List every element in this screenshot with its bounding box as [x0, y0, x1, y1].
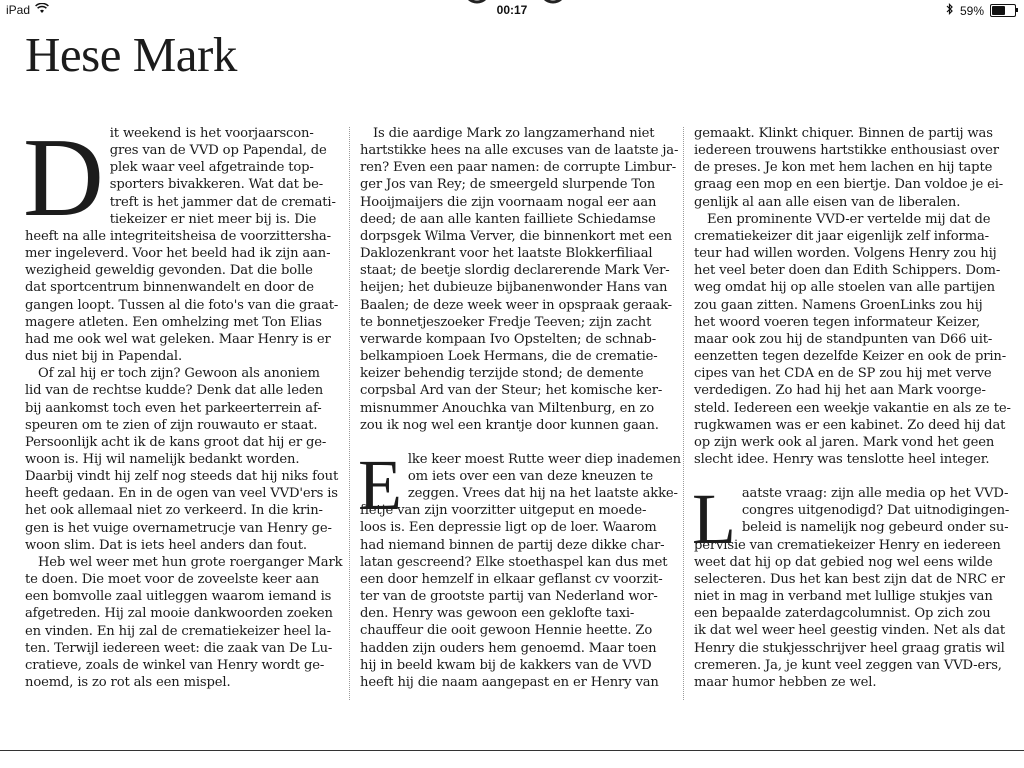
- bluetooth-icon: [946, 3, 954, 18]
- text-line: Persoonlijk acht ik de kans groot dat hij er ge-: [25, 434, 327, 450]
- text-line: te bonnetjeszoeker Fredje Teeven; zijn zacht: [360, 314, 652, 330]
- text-line: verdedigen. Zo had hij het aan Mark voorge-: [694, 383, 986, 399]
- text-line: hartstikke hees na alle excuses van de laatste ja-: [360, 143, 679, 159]
- text-line: gres van de VVD op Papendal, de: [109, 143, 327, 159]
- text-line: heeft hij die naam aangepast en er Henry van: [360, 674, 659, 690]
- paragraph-lines: [25, 554, 343, 691]
- text-line: deed; de aan alle kanten failliete Schiedamse: [360, 211, 656, 227]
- text-line: mer ingeleverd. Voor het beeld had ik zijn aan-: [25, 246, 331, 262]
- text-line: ger Jos van Rey; de smeergeld slurpende Ton: [360, 177, 656, 193]
- text-line: teur had willen worden. Volgens Henry zou hij: [694, 246, 997, 262]
- text-line: sporters bivakkeren. Wat dat be-: [109, 177, 323, 193]
- text-line: op zijn werk ook al jaren. Mark vond het geen: [694, 434, 995, 450]
- text-line: Heb wel weer met hun grote roerganger Mark: [25, 554, 343, 570]
- text-line: de preses. Je kon met hem lachen en hij tapte: [694, 160, 993, 176]
- paragraph-lines: [694, 125, 1012, 211]
- text-line: gangen loopt. Tussen al die foto's van die graat-: [25, 297, 339, 313]
- column-divider: [349, 127, 350, 700]
- camera-ornament-icon: [455, 0, 575, 6]
- text-line: dorpsgek Wilma Verver, die binnenkort met een: [360, 228, 672, 244]
- text-line: heeft na alle integriteitsheisa de voorzittersha-: [25, 228, 331, 244]
- text-line: woon is. Hij wil namelijk bedankt worden.: [25, 451, 300, 467]
- text-line: crematiekeizer dit jaar eigenlijk zelf informa-: [694, 228, 989, 244]
- column-divider: [683, 127, 684, 700]
- text-line: plek waar veel afgetrainde top-: [109, 160, 314, 176]
- text-line: heijen; het dubieuze bijbanenwonder Hans van: [360, 280, 668, 296]
- text-line: te doen. Die moet voor de zoveelste keer aan: [25, 572, 320, 588]
- drop-cap: E: [358, 444, 402, 525]
- text-line: gen is het vuige overnametrucje van Henry ge-: [25, 520, 332, 536]
- text-line: Is die aardige Mark zo langzamerhand niet: [360, 126, 655, 141]
- text-line: om iets over een van deze kneuzen te: [407, 468, 653, 484]
- text-line: maar ook zou hij de standpunten van D66 uit-: [694, 331, 993, 347]
- text-line: belkampioen Loek Hermans, die de crematie-: [360, 349, 658, 365]
- text-line: pervisie van crematiekeizer Henry en iedereen: [694, 537, 1001, 553]
- text-line: weet dat hij op dat gebied nog wel eens wilde: [694, 554, 993, 570]
- clock: 00:17: [496, 3, 528, 17]
- text-line: ten. Terwijl iedereen weet: die zaak van De Lu-: [25, 640, 333, 656]
- text-line: loos is. Een depressie ligt op de loer. Waarom: [360, 520, 657, 536]
- text-line: congres uitgenodigd? Dat uitnodigingen-: [741, 503, 1010, 519]
- text-line: noemd, is zo rot als een mispel.: [25, 675, 231, 690]
- text-line: dat sportcentrum binnenwandelt en door de: [25, 280, 314, 296]
- paragraph-lines: [360, 502, 675, 691]
- article-column-2: [358, 125, 681, 691]
- status-right: [946, 3, 1016, 18]
- paragraph-lines: [360, 125, 679, 434]
- text-line: ter van de grootste partij van Nederland wor-: [360, 589, 658, 605]
- text-line: graag een mop en een biertje. Dan voldoe je ei-: [694, 177, 1004, 193]
- drop-cap: D: [23, 116, 104, 240]
- battery-level: [992, 6, 1005, 15]
- text-line: cipes van het CDA en de SP zou hij met verve: [694, 366, 992, 382]
- text-line: hadden zijn ouders hem genoemd. Maar toen: [360, 640, 657, 656]
- text-line: iedereen trouwens hartstikke enthousiast over: [694, 143, 999, 159]
- text-line: cratieve, zoals de winkel van Henry wordt ge-: [25, 657, 325, 673]
- text-line: genlijk al aan alle eisen van de liberalen.: [694, 194, 961, 210]
- text-line: Daarbij vindt hij zelf nog steeds dat hij niks fout: [25, 469, 339, 485]
- text-line: eenzetten tegen dezelfde Keizer en ook de prin-: [694, 349, 1006, 365]
- text-line: het ook allemaal niet zo verkeerd. In die krin-: [25, 503, 323, 519]
- text-line: latan gescreend? Elke stoethaspel kan dus met: [360, 554, 668, 570]
- text-line: had me ook wel wat geleken. Maar Henry is er: [25, 331, 331, 347]
- text-line: woon slim. Dat is iets heel anders dan fout.: [25, 537, 307, 553]
- paragraph-lines: [694, 211, 1012, 468]
- text-line: beleid is namelijk nog gebeurd onder su-: [741, 520, 1009, 536]
- device-name: iPad: [6, 3, 31, 17]
- text-line: Baalen; de deze week weer in opspraak geraak-: [360, 297, 672, 313]
- text-line: afgetreden. Hij zal mooie dankwoorden zoeken: [25, 606, 333, 622]
- text-line: dus niet bij in Papendal.: [25, 349, 183, 365]
- text-line: lke keer moest Rutte weer diep inademen: [407, 451, 681, 467]
- text-line: maar humor hebben ze wel.: [694, 674, 877, 690]
- text-line: rugkwamen was er een kabinet. Zo deed hij dat: [694, 417, 1006, 433]
- text-line: het veel beter doen dan Edith Schippers. Dom-: [694, 263, 1001, 279]
- article-column-3: [694, 125, 1012, 691]
- paragraph-lines: [694, 537, 1012, 691]
- text-line: en vinden. En hij zal de crematiekeizer heel la-: [25, 623, 331, 639]
- text-line: steld. Iedereen een weekje vakantie en als ze te-: [694, 400, 1011, 416]
- text-line: tiekeizer er niet meer bij is. Die: [109, 211, 317, 227]
- article-column-1: [23, 116, 343, 691]
- paragraph-lines: [25, 228, 340, 365]
- text-line: een door hemzelf in elkaar geflanst cv voorzit-: [360, 571, 663, 587]
- text-line: zeggen. Vrees dat hij na het laatste akke-: [407, 486, 678, 502]
- text-line: weg omdat hij op alle stoelen van alle partijen: [694, 280, 995, 296]
- battery-percentage: 59%: [959, 3, 984, 18]
- paragraph-lines: [25, 365, 340, 554]
- text-line: een bepaalde zaterdagcolumnist. Op zich zou: [694, 606, 991, 622]
- text-line: gemaakt. Klinkt chiquer. Binnen de partij was: [694, 126, 993, 141]
- text-line: verwarde kompaan Ivo Opstelten; de schnab-: [360, 331, 657, 347]
- text-line: bij aankomst toch even het parkeerterrein af-: [25, 400, 322, 416]
- text-line: speuren om te zien of zijn rouwauto er staat.: [25, 417, 318, 433]
- text-line: treft is het jammer dat de cremati-: [109, 194, 336, 210]
- text-line: zou gaan zitten. Namens GroenLinks zou hij: [694, 297, 983, 313]
- text-line: it weekend is het voorjaarscon-: [109, 126, 314, 141]
- text-line: heeft gedaan. En in de ogen van veel VVD'ers is: [25, 486, 338, 502]
- text-line: Henry die stukjesschrijver heel graag gratis wil: [694, 640, 1005, 656]
- text-line: hij in beeld kwam bij de kakkers van de VVD: [360, 657, 652, 673]
- battery-icon: [990, 4, 1016, 17]
- text-line: Daklozenkrant voor het laatste Blokkerfiliaal: [360, 246, 653, 262]
- text-line: het woord voeren tegen informateur Keizer,: [694, 314, 981, 330]
- text-line: slecht idee. Henry was tenslotte heel integer.: [694, 451, 990, 467]
- text-line: ik dat wel weer heel geestig vinden. Net als dat: [694, 623, 1005, 639]
- text-line: zou ik nog wel een krantje door kunnen gaan.: [360, 417, 659, 433]
- text-line: selecteren. Dus het kan best zijn dat de NRC er: [694, 571, 1005, 587]
- text-line: Hooijmaijers die zijn voornaam nogal eer aan: [360, 194, 657, 210]
- text-line: lid van de rechtse kudde? Denk dat alle leden: [25, 383, 324, 399]
- text-line: Of zal hij er toch zijn? Gewoon als anoniem: [25, 366, 320, 382]
- text-line: wezigheid geweldig gevonden. Dat die bolle: [25, 263, 313, 279]
- article-title: Hese Mark: [25, 27, 237, 82]
- text-line: fietje van zijn voorzitter uitgeput en moede-: [360, 503, 647, 519]
- text-line: misnummer Anouchka van Miltenburg, en zo: [360, 400, 655, 416]
- text-line: corpsbal Ard van der Steur; het komische ker-: [360, 383, 663, 399]
- text-line: magere atleten. Een omhelzing met Ton Elias: [25, 314, 322, 330]
- text-line: aatste vraag: zijn alle media op het VVD-: [741, 486, 1009, 502]
- text-line: den. Henry was gewoon een geklofte taxi-: [360, 606, 635, 622]
- text-line: had niemand binnen de partij deze dikke char-: [360, 537, 665, 553]
- text-line: een bomvolle zaal uitleggen waarom iemand is: [25, 589, 332, 605]
- text-line: niet in mag in verband met lullige stukjes van: [694, 589, 993, 605]
- text-line: ren? Even een paar namen: de corrupte Limbur-: [360, 160, 677, 176]
- drop-cap: L: [692, 479, 736, 560]
- text-line: chauffeur die ooit gewoon Hennie heette. Zo: [360, 623, 653, 639]
- bottom-divider: [0, 750, 1024, 751]
- text-line: staat; de beetje slordig declarerende Mark Ver-: [360, 263, 670, 279]
- text-line: cremeren. Ja, je kunt veel zeggen van VVD-ers,: [694, 657, 1002, 673]
- text-line: keizer behendig terzijde stond; de demente: [360, 366, 644, 382]
- status-bar: [0, 0, 1024, 20]
- text-line: Een prominente VVD-er vertelde mij dat de: [694, 211, 991, 227]
